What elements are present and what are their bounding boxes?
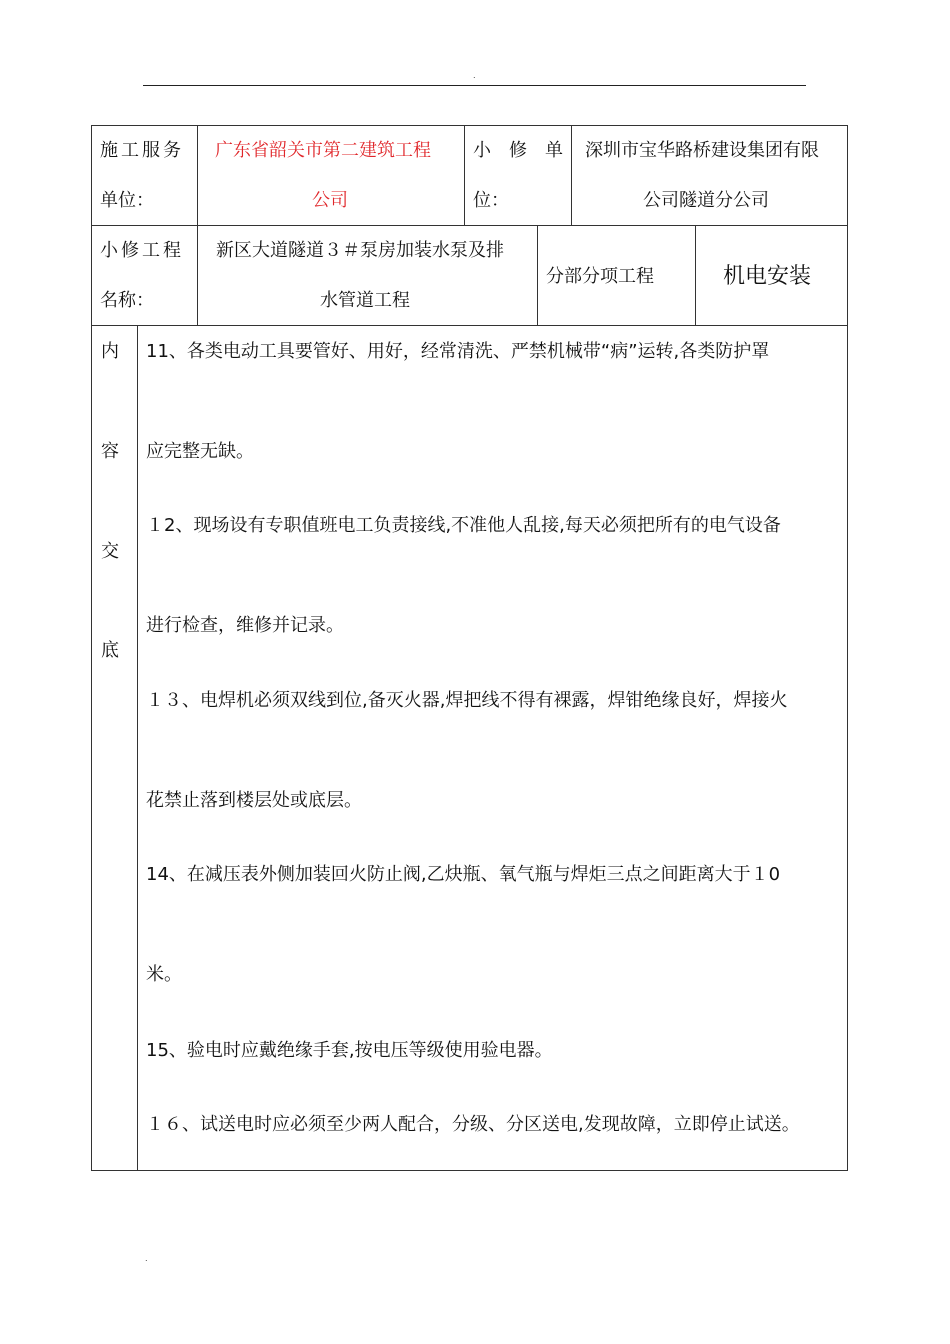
header-dot: . <box>473 71 476 80</box>
project-name: 新区大道隧道３＃泵房加装水泵及排 <box>216 240 504 261</box>
list-item: １６、试送电时应必须至少两人配合，分级、分区送电,发现故障，立即停止试送。 <box>146 1114 800 1135</box>
list-item: １2、现场设有专职值班电工负责接线,不准他人乱接,每天必须把所有的电气设备 <box>146 515 781 536</box>
repair-unit-label: 小 修 单 <box>473 140 563 161</box>
service-unit-label: 施工服务 <box>100 140 184 161</box>
content-label-char-1: 内 <box>101 341 119 362</box>
list-item: 11、各类电动工具要管好、用好，经常清洗、严禁机械带“病”运转,各类防护罩 <box>146 341 770 362</box>
content-label-char-4: 底 <box>101 640 119 661</box>
repair-unit-name-2: 公司隧道分公司 <box>643 190 769 211</box>
repair-unit-name: 深圳市宝华路桥建设集团有限 <box>585 140 819 161</box>
sub-project-label: 分部分项工程 <box>546 266 654 287</box>
list-item-continued: 米。 <box>146 964 182 985</box>
project-name-2: 水管道工程 <box>320 290 410 311</box>
list-item-continued: 花禁止落到楼层处或底层。 <box>146 790 362 811</box>
list-item-continued: 应完整无缺。 <box>146 441 254 462</box>
content-label-char-2: 容 <box>101 441 119 462</box>
service-unit-label-2: 单位： <box>100 190 154 211</box>
list-item: 14、在减压表外侧加装回火防止阀,乙炔瓶、氧气瓶与焊炬三点之间距离大于１0 <box>146 864 781 885</box>
project-name-label: 小修工程 <box>100 240 184 261</box>
content-label-char-3: 交 <box>101 541 119 562</box>
sub-project-value: 机电安装 <box>723 264 812 289</box>
project-name-label-2: 名称： <box>100 290 154 311</box>
service-unit-name: 广东省韶关市第二建筑工程 <box>215 140 431 161</box>
list-item: 15、验电时应戴绝缘手套,按电压等级使用验电器。 <box>146 1040 553 1061</box>
list-item-continued: 进行检查，维修并记录。 <box>146 615 344 636</box>
repair-unit-label-2: 位： <box>473 190 509 211</box>
list-item: １３、电焊机必须双线到位,备灭火器,焊把线不得有裸露，焊钳绝缘良好，焊接火 <box>146 690 788 711</box>
header-rule <box>143 85 806 86</box>
service-unit-name-2: 公司 <box>312 190 348 211</box>
footer-dot: . <box>145 1254 148 1263</box>
